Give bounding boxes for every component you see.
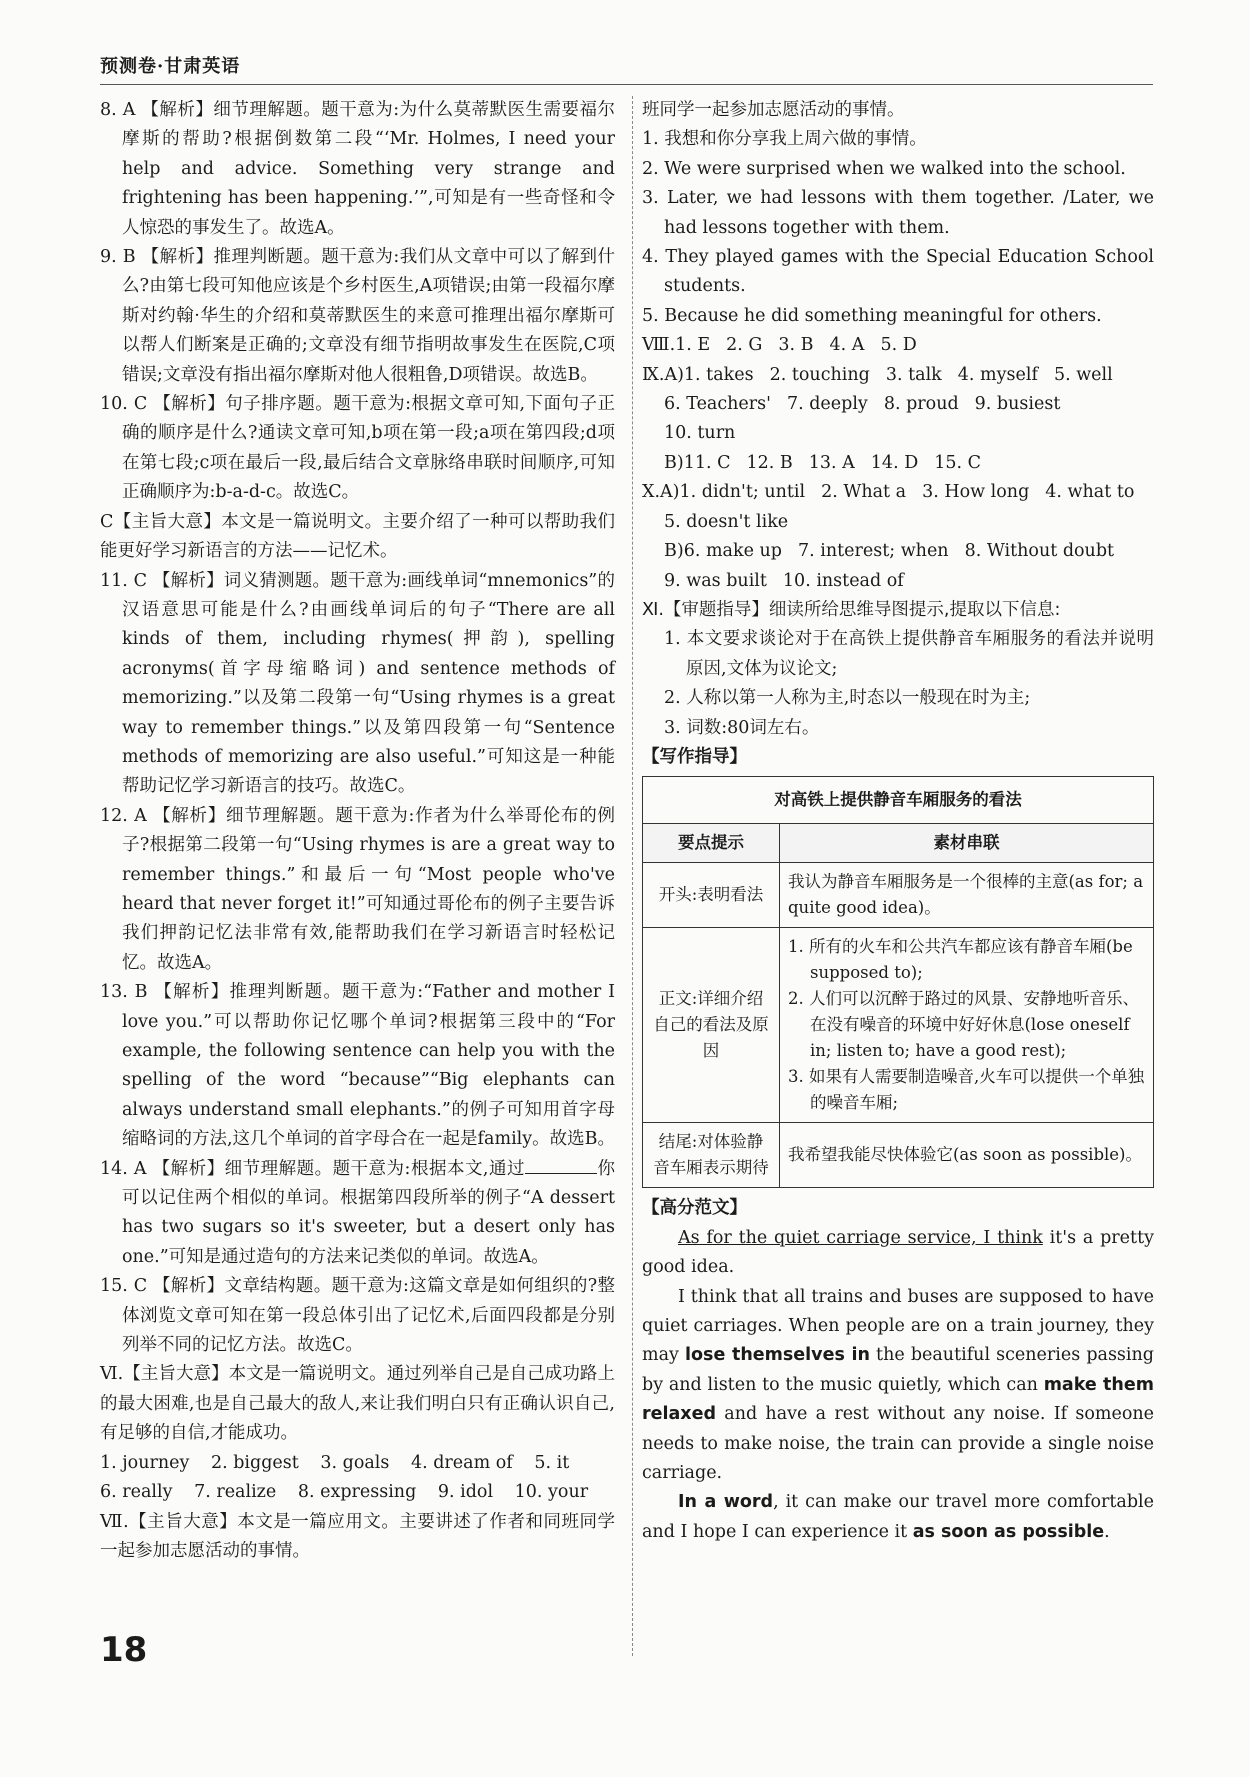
table-cell-opening-material: 我认为静音车厢服务是一个很棒的主意(as for; a quite good idea)。 [780,863,1154,928]
essay-text: it's a pretty good idea. [642,1227,1154,1278]
vi-answer: 1. journey [100,1452,190,1473]
column-divider [632,96,633,1656]
section-c-main-idea: C【主旨大意】本文是一篇说明文。主要介绍了一种可以帮助我们能更好学习新语言的方法——记忆术。 [100,511,615,562]
ix-answer: 14. D [870,452,919,473]
x-answer: 8. Without doubt [964,541,1115,562]
essay-text: , it can make our travel more comfortable and I hope I can experience it [642,1492,1154,1542]
xi-item: 3. 词数:80词左右。 [664,717,820,738]
viii-answer: 2. G [726,335,763,356]
vi-answer: 4. dream of [410,1452,513,1473]
x-answer: 2. What a [821,482,907,503]
answer-q11: 11. C 【解析】词义猜测题。题干意为:画线单词“mnemonics”的汉语意思可能是什么?由画线单词后的句子“There are all kinds of them, including rhymes(押韵), spelling acronyms(首字母缩略词) and sentence methods of memorizing.”以及第二段第一句“Using rhymes is a great way to remember things.”以及第四段第一句“Sentence methods of memorizing are also useful.”可知这是一种能帮助记忆学习新语言的技巧。故选C。 [100,570,615,797]
vi-answer: 5. it [534,1452,570,1473]
x-answer: 3. How long [922,482,1030,503]
x-answer: 7. interest; when [797,541,949,562]
essay-paragraph-1 [642,1224,1154,1283]
vi-answers-row-1 [100,1449,615,1478]
ix-answer: 15. C [934,452,982,473]
table-cell-body: 正文:详细介绍自己的看法及原因 [643,928,780,1123]
vii-answer: 4. They played games with the Special Education School students. [642,247,1154,297]
ix-a-answers-3 [642,419,1154,448]
writing-guide-table [642,776,1154,1188]
answer-q12: 12. A 【解析】细节理解题。题干意为:作者为什么举哥伦布的例子?根据第二段第一句“Using rhymes is are a great way to remember things.”和最后一句“Most people who've heard that never forget it!”可知通过哥伦布的例子主要告诉我们押韵记忆法非常有效,能帮助我们在学习新语言时轻松记忆。故选A。 [100,805,615,973]
table-cell-opening: 开头:表明看法 [643,863,780,928]
x-answer: 9. was built [664,570,767,591]
ix-answer: Ⅸ.A)1. takes [642,364,754,385]
essay-paragraph-3 [642,1488,1154,1547]
essay-bold: In a word [678,1492,774,1513]
ix-answer: 4. myself [957,364,1038,385]
vii-answer: 1. 我想和你分享我上周六做的事情。 [642,129,927,150]
vi-answer: 3. goals [320,1452,390,1473]
xi-item: 1. 本文要求谈论对于在高铁上提供静音车厢服务的看法并说明原因,文体为议论文; [664,629,1154,679]
page-number: 18 [100,1630,148,1670]
x-answer: 4. what to [1045,482,1135,503]
ix-answer: 6. Teachers' [664,394,771,415]
viii-answer: 5. D [880,335,917,356]
x-answer: B)6. make up [664,541,782,562]
vi-answer: 9. idol [437,1482,494,1503]
essay-text: the beautiful sceneries passing by and listen to the music quietly, which can [642,1345,1154,1395]
table-body-item: 3. 如果有人需要制造噪音,火车可以提供一个单独的噪音车厢; [788,1067,1145,1113]
left-column [100,96,616,1561]
answer-q15: 15. C 【解析】文章结构题。题干意为:这篇文章是如何组织的?整体浏览文章可知在第一段总体引出了记忆术,后面四段都是分别列举不同的记忆方法。故选C。 [100,1276,615,1356]
table-header-points: 要点提示 [643,824,780,863]
essay-bold: make them relaxed [642,1374,1154,1425]
table-body-item: 1. 所有的火车和公共汽车都应该有静音车厢(be supposed to); [788,937,1133,983]
ix-answer: 7. deeply [786,394,868,415]
essay-underlined: As for the quiet carriage service, I think [678,1227,1043,1248]
essay-paragraph-2 [642,1283,1154,1489]
answer-q9: 9. B 【解析】推理判断题。题干意为:我们从文章中可以了解到什么?由第七段可知他应该是个乡村医生,A项错误;由第一段福尔摩斯对约翰·华生的介绍和莫蒂默医生的来意可推理出福尔摩斯可以帮人们断案是正确的;文章没有细节指明故事发生在医院,C项错误;文章没有指出福尔摩斯对他人很粗鲁,D项错误。故选B。 [100,247,615,385]
table-cell-ending: 结尾:对体验静音车厢表示期待 [643,1123,780,1188]
ix-answer: 13. A [808,452,855,473]
table-cell-body-material [780,928,1154,1123]
viii-answer: 4. A [829,335,865,356]
ix-answer: 9. busiest [974,394,1061,415]
viii-answer: Ⅷ.1. E [642,335,711,356]
x-a-answers-2 [642,508,1154,537]
ix-answer: 5. well [1053,364,1113,385]
x-answer: Ⅹ.A)1. didn't; until [642,482,806,503]
header-rule [100,84,1153,85]
ix-answer: 2. touching [769,364,870,385]
vii-answer: 2. We were surprised when we walked into the school. [642,158,1126,179]
table-cell-ending-material: 我希望我能尽快体验它(as soon as possible)。 [780,1123,1154,1188]
x-b-answers-1 [642,537,1154,566]
answer-q8: 8. A 【解析】细节理解题。题干意为:为什么莫蒂默医生需要福尔摩斯的帮助?根据倒数第二段“‘Mr. Holmes, I need your help and advice. Something very strange and frightening has been happening.’”,可知是有一些奇怪和令人惊恐的事发生了。故选A。 [100,100,615,238]
x-answer: 10. instead of [782,570,904,591]
answer-q10: 10. C 【解析】句子排序题。题干意为:根据文章可知,下面句子正确的顺序是什么?通读文章可知,b项在第一段;a项在第四段;d项在第七段;c项在最后一段,最后结合文章脉络串联时间顺序,可知正确顺序为:b-a-d-c。故选C。 [100,394,615,503]
essay-bold: as soon as possible [912,1521,1105,1542]
viii-answers [642,331,1154,360]
section-vi-main-idea: Ⅵ.【主旨大意】本文是一篇说明文。通过列举自己是自己成功路上的最大困难,也是自己最大的敌人,来让我们明白只有正确认识自己,有足够的自信,才能成功。 [100,1364,615,1444]
xi-item: 2. 人称以第一人称为主,时态以一般现在时为主; [664,688,1031,709]
vi-answer: 7. realize [194,1482,277,1503]
ix-answer: 10. turn [664,423,736,444]
ix-answer: 12. B [746,452,793,473]
vi-answers-row-2 [100,1478,615,1507]
table-body-item: 2. 人们可以沉醉于路过的风景、安静地听音乐、在没有噪音的环境中好好休息(lose oneself in; listen to; have a good rest); [788,989,1139,1061]
ix-a-answers-2 [642,390,1154,419]
essay-text: and have a rest without any noise. If someone needs to make noise, the train can provide a single noise carriage. [642,1404,1154,1483]
ix-answer: 8. proud [883,394,959,415]
xi-review-guide: Ⅺ.【审题指导】细读所给思维导图提示,提取以下信息: [642,599,1061,620]
writing-guide-heading: 【写作指导】 [642,746,747,767]
viii-answer: 3. B [778,335,814,356]
x-answer: 5. doesn't like [664,511,789,532]
essay-text: . [1104,1521,1110,1542]
table-title: 对高铁上提供静音车厢服务的看法 [643,777,1154,824]
answer-q14-part2: 你可以记住两个相似的单词。根据第四段所举的例子“A dessert has two sugars so it's sweeter, but a desert only has one.”可知是通过造句的方法来记类似的单词。故选A。 [122,1158,615,1267]
answer-q14 [100,1155,615,1273]
vii-continuation: 班同学一起参加志愿活动的事情。 [642,100,905,120]
vii-answer: 3. Later, we had lessons with them together. /Later, we had lessons together with them. [642,188,1154,238]
model-essay-heading: 【高分范文】 [642,1198,747,1219]
vi-answer: 2. biggest [210,1452,299,1473]
essay-bold: lose themselves in [685,1345,870,1366]
table-header-materials: 素材串联 [780,824,1154,863]
essay-text: I think that all trains and buses are supposed to have quiet carriages. When people are on a train journey, they may [642,1286,1154,1366]
x-a-answers-1 [642,478,1154,507]
answer-q13: 13. B 【解析】推理判断题。题干意为:“Father and mother I love you.”可以帮助你记忆哪个单词?根据第三段中的“For example, the following sentence can help you with the spelling of the word “because”“Big elephants can always understand small elephants.”的例子可知用首字母缩略词的方法,这几个单词的首字母合在一起是family。故选B。 [100,982,616,1150]
vi-answer: 6. really [100,1482,173,1503]
page-header-title: 预测卷·甘肃英语 [100,56,241,77]
ix-answer: 3. talk [885,364,942,385]
vi-answer: 8. expressing [297,1482,417,1503]
ix-answer: B)11. C [664,452,731,473]
vii-answer: 5. Because he did something meaningful for others. [642,305,1102,326]
right-column [642,96,1154,1547]
ix-a-answers-1 [642,361,1154,390]
vi-answer: 10. your [514,1482,589,1503]
x-b-answers-2 [642,567,1154,596]
section-vii-main-idea: Ⅶ.【主旨大意】本文是一篇应用文。主要讲述了作者和同班同学一起参加志愿活动的事情。 [100,1511,615,1561]
answer-q14-part1: 14. A 【解析】细节理解题。题干意为:根据本文,通过 [100,1158,525,1179]
answer-blank-line [525,1155,597,1174]
ix-b-answers [642,449,1154,478]
